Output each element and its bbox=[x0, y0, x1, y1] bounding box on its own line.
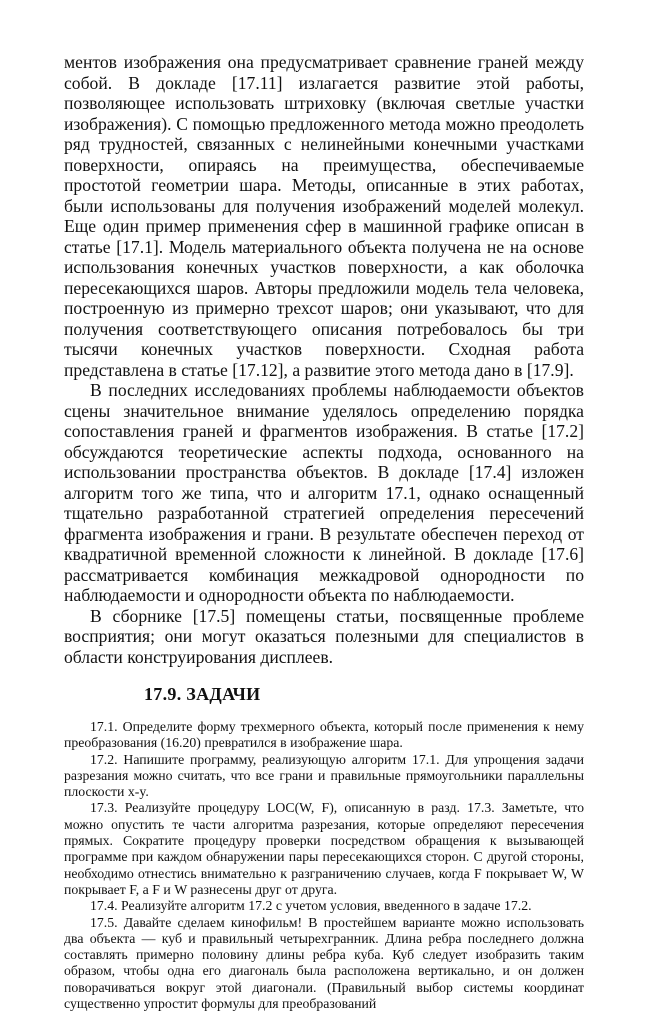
task-item: 17.4. Реализуйте алгоритм 17.2 с учетом условия, введенного в задаче 17.2. bbox=[90, 898, 532, 914]
task-item: 17.5. Давайте сделаем кинофильм! В простейшем варианте можно использовать два объекта — куб и правильный четырехгранник. Длина ребра последнего должна составлять примерно половину длины ребра куба. Куб следует изобразить таким образом, чтобы одна его диагональ была расположена вертикально, и он должен поворачиваться вокруг этой диагонали. (Правильный выбор системы координат существенно упростит формулы для преобразований bbox=[64, 914, 584, 1012]
body-text bbox=[64, 52, 584, 667]
tasks-list bbox=[64, 719, 584, 1012]
task-item: 17.3. Реализуйте процедуру LOC(W, F), описанную в разд. 17.3. Заметьте, что можно опустить те части алгоритма разрезания, которые определяют пересечения прямых. Сократите процедуру проверки посредством обращения к вызывающей программе при каждом обнаружении пары пересекающихся сторон. С другой стороны, необходимо отнестись внимательно к разграничению случаев, когда F покрывает W, W покрывает F, а F и W разнесены друг от друга. bbox=[64, 800, 584, 897]
paragraph: В последних исследованиях проблемы наблюдаемости объектов сцены значительное внимание уделялось определению порядка сопоставления граней и фрагментов изображения. В статье [17.2] обсуждаются теоретические аспекты подхода, основанного на использовании пространства объектов. В докладе [17.4] изложен алгоритм того же типа, что и алгоритм 17.1, однако оснащенный тщательно разработанной стратегией определения пересечений фрагмента изображения и грани. В результате обеспечен переход от квадратичной временной сложности к линейной. В докладе [17.6] рассматривается комбинация межкадровой однородности по наблюдаемости и однородности объекта по наблюдаемости. bbox=[64, 380, 584, 605]
section-heading: 17.9. ЗАДАЧИ bbox=[144, 684, 261, 704]
paragraph: ментов изображения она предусматривает сравнение граней между собой. В докладе [17.11] излагается развитие этой работы, позволяющее использовать штриховку (включая светлые участки изображения). С помощью предложенного метода можно преодолеть ряд трудностей, связанных с нелинейными конечными участками поверхности, опираясь на преимущества, обеспечиваемые простотой геометрии шара. Методы, описанные в этих работах, были использованы для получения изображений моделей молекул. Еще один пример применения сфер в машинной графике описан в статье [17.1]. Модель материального объекта получена не на основе использования конечных участков поверхности, а как оболочка пересекающихся шаров. Авторы предложили модель тела человека, построенную из примерно трехсот шаров; они указывают, что для получения соответствующего описания потребовалось бы три тысячи конечных участков поверхности. Сходная работа представлена в статье [17.12], а развитие этого метода дано в [17.9]. bbox=[64, 52, 584, 380]
task-item: 17.1. Определите форму трехмерного объекта, который после применения к нему преобразования (16.20) превратился в изображение шара. bbox=[64, 719, 584, 751]
paragraph: В сборнике [17.5] помещены статьи, посвященные проблеме восприятия; они могут оказаться полезными для специалистов в области конструирования дисплеев. bbox=[64, 605, 584, 667]
task-item: 17.2. Напишите программу, реализующую алгоритм 17.1. Для упрощения задачи разрезания можно считать, что все грани и правильные прямоугольники параллельны плоскости x-y. bbox=[64, 751, 584, 800]
